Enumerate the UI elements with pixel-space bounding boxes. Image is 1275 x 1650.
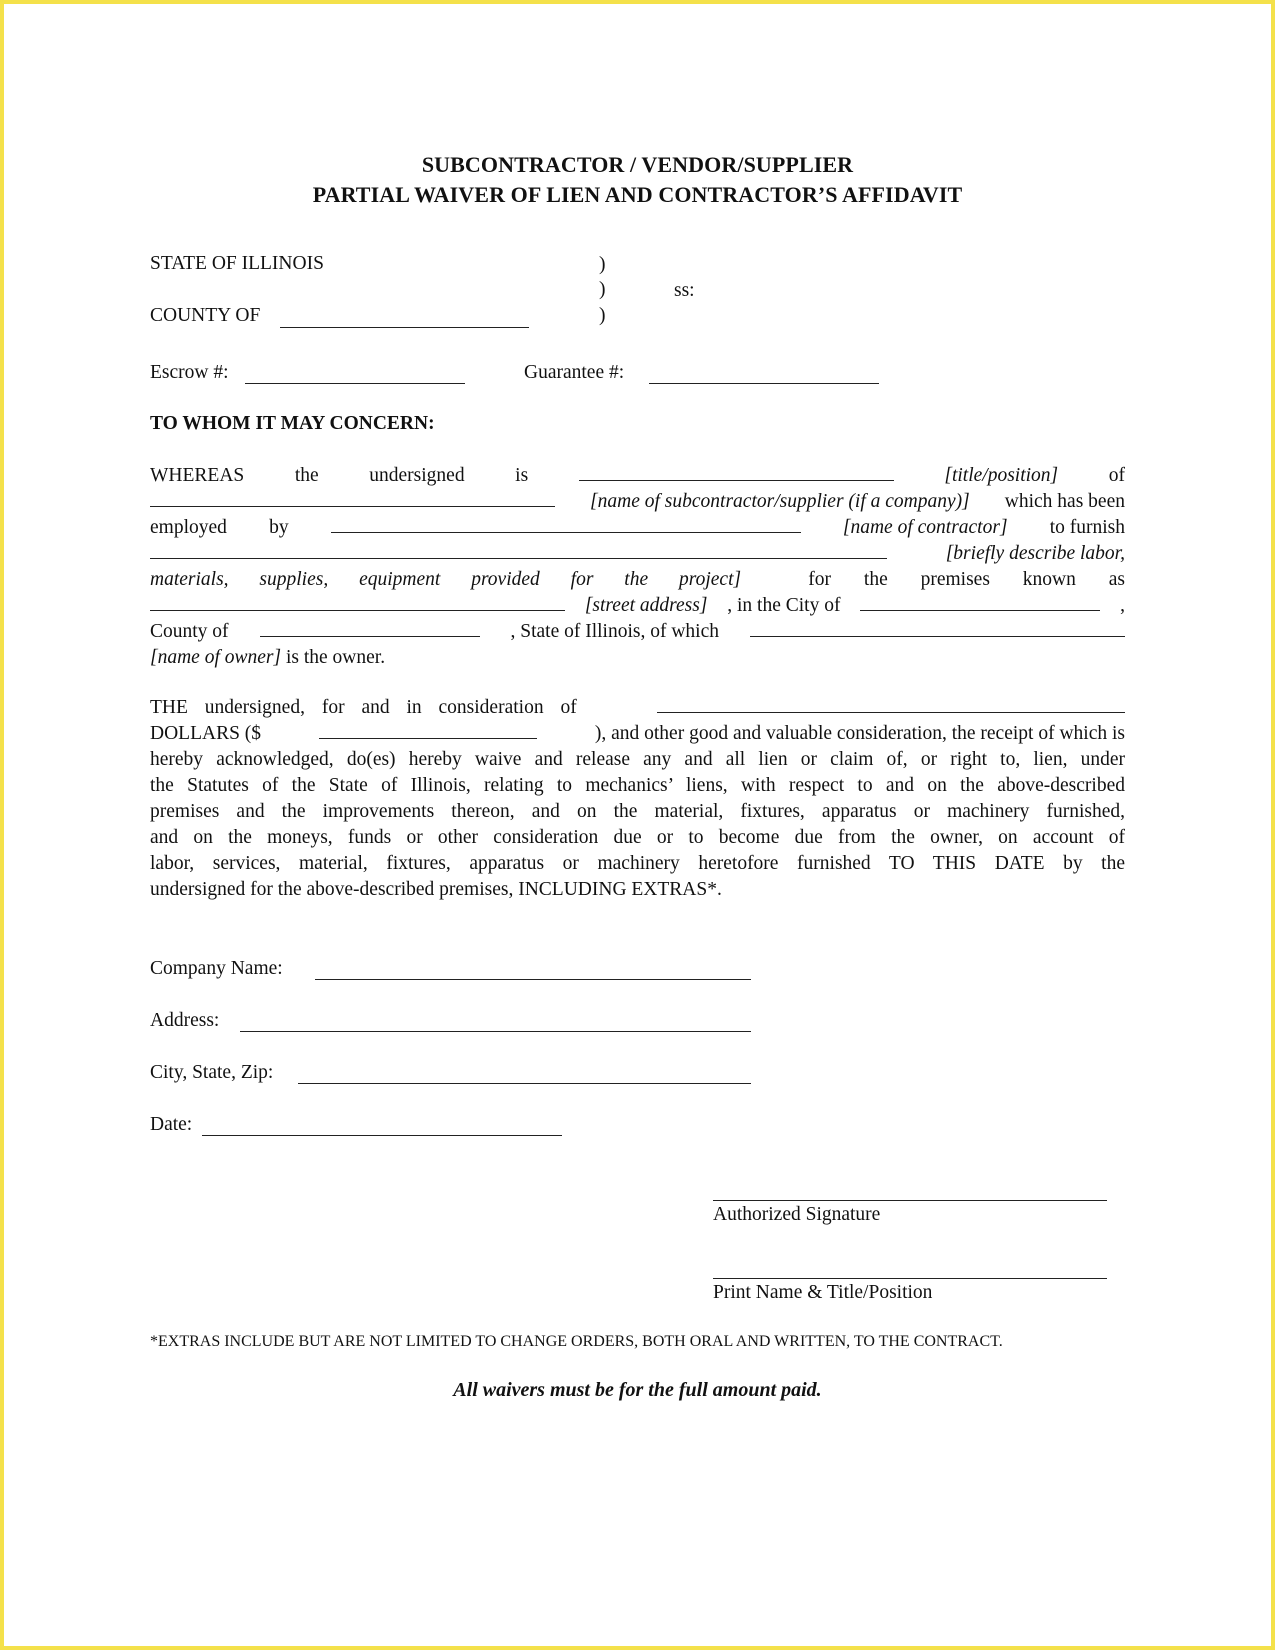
state-label: STATE OF ILLINOIS [150,253,324,274]
date-field[interactable] [202,1135,562,1136]
owner-name-field[interactable] [750,619,1125,637]
consideration-line-4 [150,773,1125,799]
consideration-text-6: and on the moneys, funds or other consideration due or to become due from the owner, on account of [150,827,1125,848]
street-address-field[interactable] [150,593,565,611]
whereas-line-8 [150,645,1125,671]
consideration-line-2 [150,721,1125,747]
guarantee-label: Guarantee #: [524,362,625,383]
to-furnish-text: to furnish [1049,517,1125,538]
amount-words-field[interactable] [657,695,1125,713]
whereas-line-2 [150,489,1125,515]
contractor-name-hint: [name of contractor] [842,517,1008,538]
ss-label: ss: [674,280,695,301]
undersigned-word: undersigned [369,465,465,486]
address-field[interactable] [240,1031,751,1032]
paren-1: ) [599,254,606,275]
consideration-text-4: the Statutes of the State of Illinois, relating to mechanics’ liens, with respect to and on the above-described [150,775,1125,796]
company-name-label: Company Name: [150,958,283,979]
paren-2: ) [599,279,606,300]
address-label: Address: [150,1010,220,1031]
title-line-1: SUBCONTRACTOR / VENDOR/SUPPLIER [421,152,854,177]
print-name-line[interactable] [713,1278,1107,1279]
for-the-premises-text: for the premises known as [808,569,1125,590]
consideration-text-8: undersigned for the above-described premises, INCLUDING EXTRAS*. [150,879,722,900]
amount-number-field[interactable] [319,721,537,739]
dollars-prefix: DOLLARS ($ [150,723,262,744]
title-position-hint: [title/position] [944,465,1059,486]
which-has-been-text: which has been [1004,491,1125,512]
whereas-line-3 [150,515,1125,541]
subcontractor-name-field[interactable] [150,489,555,507]
consideration-paragraph [150,695,1125,903]
county-of-field[interactable] [260,619,480,637]
the-word: the [294,465,319,486]
city-state-zip-field[interactable] [298,1083,751,1084]
consideration-intro: THE undersigned, for and in consideration of [150,697,577,718]
whereas-line-5 [150,567,1125,593]
owner-name-hint: [name of owner] [150,647,282,668]
escrow-field[interactable] [245,383,465,384]
contractor-name-field[interactable] [331,515,801,533]
state-of-illinois-text: , State of Illinois, of which [510,621,719,642]
authorized-signature-line[interactable] [713,1200,1107,1201]
closing-statement: All waivers must be for the full amount paid. [453,1379,822,1401]
consideration-line-6 [150,825,1125,851]
title-position-field[interactable] [579,463,894,481]
street-address-hint: [street address] [584,595,708,616]
whereas-line-6 [150,593,1125,619]
subcontractor-name-hint: [name of subcontractor/supplier (if a company)] [590,491,970,512]
whereas-line-7 [150,619,1125,645]
whereas-paragraph [150,463,1125,671]
escrow-label: Escrow #: [150,362,229,383]
consideration-line-7 [150,851,1125,877]
is-the-owner-text: is the owner. [281,647,386,668]
city-field[interactable] [860,593,1100,611]
county-label: COUNTY OF [150,305,261,326]
title-line-2: PARTIAL WAIVER OF LIEN AND CONTRACTOR’S AFFIDAVIT [312,182,963,207]
county-field[interactable] [280,327,529,328]
authorized-signature-label: Authorized Signature [713,1204,881,1225]
date-label: Date: [150,1114,193,1135]
dollars-suffix: ), and other good and valuable consideration, the receipt of which is [594,723,1125,744]
consideration-line-1 [150,695,1125,721]
consideration-line-8 [150,877,1125,903]
paren-3: ) [599,305,606,326]
whereas-line-4 [150,541,1125,567]
consideration-text-3: hereby acknowledged, do(es) hereby waive and release any and all lien or claim of, or right to, lien, under [150,749,1125,770]
whereas-line-1 [150,463,1125,489]
briefly-describe-hint: [briefly describe labor, [945,543,1125,564]
print-name-label: Print Name & Title/Position [713,1282,933,1303]
city-state-zip-label: City, State, Zip: [150,1062,274,1083]
materials-hint: materials, supplies, equipment provided for the project] [150,569,742,590]
employed-word: employed [150,517,227,538]
labor-description-field[interactable] [150,541,887,559]
county-of-text: County of [150,621,229,642]
comma-text: , [1120,595,1125,616]
salutation: TO WHOM IT MAY CONCERN: [150,413,435,434]
is-word: is [515,465,529,486]
guarantee-field[interactable] [649,383,879,384]
consideration-line-5 [150,799,1125,825]
consideration-text-5: premises and the improvements thereon, and on the material, fixtures, apparatus or machinery furnished, [150,801,1125,822]
of-word: of [1108,465,1125,486]
consideration-text-7: labor, services, material, fixtures, apparatus or machinery heretofore furnished TO THIS DATE by the [150,853,1125,874]
whereas-word: WHEREAS [150,465,245,486]
extras-footnote: *EXTRAS INCLUDE BUT ARE NOT LIMITED TO CHANGE ORDERS, BOTH ORAL AND WRITTEN, TO THE CONTRACT. [150,1333,1003,1350]
consideration-line-3 [150,747,1125,773]
company-name-field[interactable] [315,979,751,980]
in-city-text: , in the City of [727,595,841,616]
by-word: by [269,517,289,538]
